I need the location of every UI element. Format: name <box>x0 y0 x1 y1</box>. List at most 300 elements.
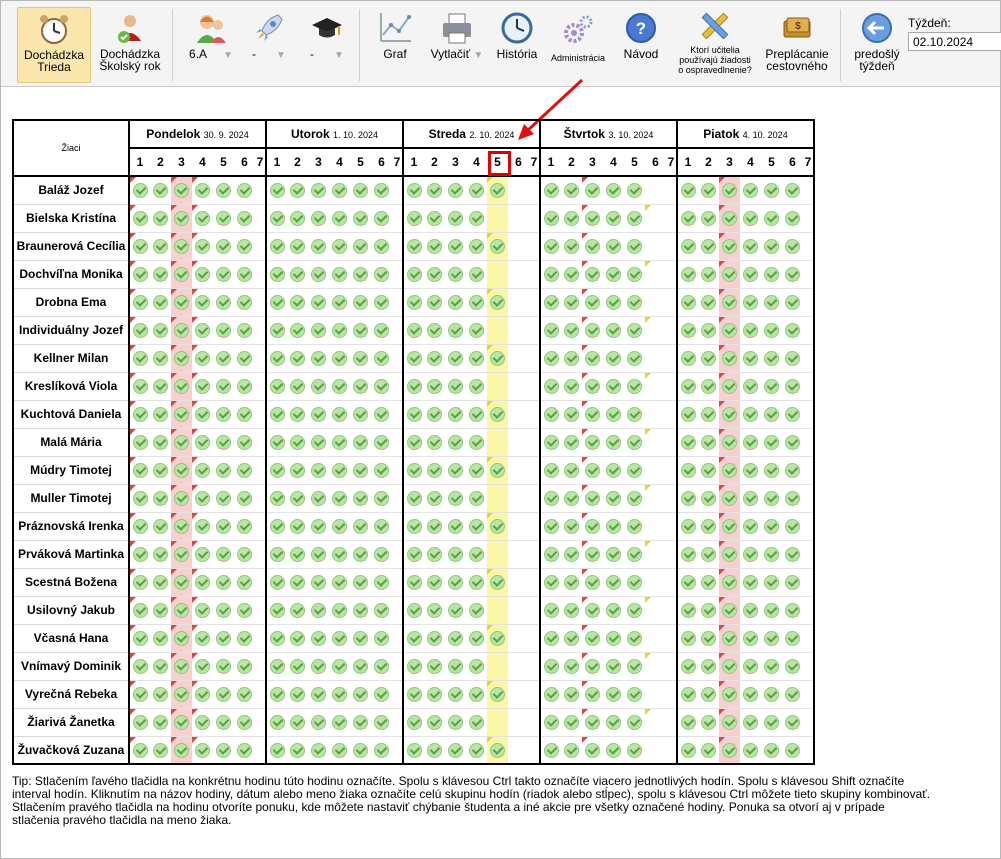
hour-cell[interactable] <box>287 316 308 344</box>
hour-cell[interactable] <box>582 624 603 652</box>
hour-cell[interactable] <box>234 400 255 428</box>
hour-cell[interactable] <box>424 652 445 680</box>
hour-cell[interactable] <box>466 484 487 512</box>
hour-cell[interactable] <box>677 400 698 428</box>
hour-cell[interactable] <box>666 512 677 540</box>
hour-cell[interactable] <box>150 708 171 736</box>
print-button[interactable]: Vytlačiť ▼ <box>427 7 487 83</box>
hour-cell[interactable] <box>561 260 582 288</box>
hour-cell[interactable] <box>466 176 487 204</box>
hour-cell[interactable] <box>803 540 814 568</box>
hour-cell[interactable] <box>529 344 540 372</box>
student-name[interactable]: Drobna Ema <box>13 288 129 316</box>
hour-cell[interactable] <box>603 176 624 204</box>
hour-cell[interactable] <box>487 344 508 372</box>
hour-cell[interactable] <box>487 484 508 512</box>
hour-cell[interactable] <box>392 624 403 652</box>
hour-cell[interactable] <box>287 456 308 484</box>
hour-cell[interactable] <box>719 624 740 652</box>
graduation-select-button[interactable]: - ▼ <box>299 7 355 83</box>
hour-cell[interactable] <box>540 428 561 456</box>
hour-cell[interactable] <box>487 204 508 232</box>
hour-cell[interactable] <box>582 736 603 764</box>
hour-cell[interactable] <box>287 204 308 232</box>
hour-cell[interactable] <box>624 428 645 456</box>
hour-cell[interactable] <box>424 288 445 316</box>
student-name[interactable]: Žuvačková Zuzana <box>13 736 129 764</box>
hour-cell[interactable] <box>255 484 266 512</box>
hour-cell[interactable] <box>287 344 308 372</box>
hour-cell[interactable] <box>150 540 171 568</box>
hour-cell[interactable] <box>445 568 466 596</box>
hour-cell[interactable] <box>508 484 529 512</box>
hour-cell[interactable] <box>719 484 740 512</box>
hour-cell[interactable] <box>171 624 192 652</box>
hour-cell[interactable] <box>424 540 445 568</box>
hour-cell[interactable] <box>603 428 624 456</box>
hour-cell[interactable] <box>403 596 424 624</box>
hour-cell[interactable] <box>603 568 624 596</box>
hour-cell[interactable] <box>350 456 371 484</box>
hour-cell[interactable] <box>255 204 266 232</box>
hour-cell[interactable] <box>466 232 487 260</box>
hour-cell[interactable] <box>677 232 698 260</box>
hour-cell[interactable] <box>392 596 403 624</box>
hour-cell[interactable] <box>371 316 392 344</box>
hour-cell[interactable] <box>803 400 814 428</box>
hour-cell[interactable] <box>529 708 540 736</box>
hour-cell[interactable] <box>803 372 814 400</box>
hour-cell[interactable] <box>403 204 424 232</box>
hour-cell[interactable] <box>624 176 645 204</box>
hour-cell[interactable] <box>171 288 192 316</box>
hour-cell[interactable] <box>803 624 814 652</box>
hour-header[interactable] <box>255 148 266 176</box>
hour-cell[interactable] <box>150 372 171 400</box>
hour-cell[interactable] <box>371 652 392 680</box>
hour-header[interactable] <box>740 148 761 176</box>
hour-cell[interactable] <box>213 176 234 204</box>
hour-cell[interactable] <box>392 316 403 344</box>
hour-cell[interactable] <box>698 652 719 680</box>
hour-cell[interactable] <box>129 344 150 372</box>
hour-cell[interactable] <box>350 736 371 764</box>
hour-cell[interactable] <box>445 344 466 372</box>
hour-cell[interactable] <box>308 232 329 260</box>
hour-cell[interactable] <box>561 624 582 652</box>
hour-cell[interactable] <box>371 232 392 260</box>
hour-cell[interactable] <box>719 176 740 204</box>
hour-cell[interactable] <box>403 680 424 708</box>
hour-cell[interactable] <box>782 400 803 428</box>
hour-cell[interactable] <box>234 736 255 764</box>
hour-cell[interactable] <box>624 484 645 512</box>
hour-cell[interactable] <box>129 736 150 764</box>
hour-cell[interactable] <box>761 288 782 316</box>
hour-cell[interactable] <box>350 540 371 568</box>
hour-cell[interactable] <box>403 540 424 568</box>
hour-cell[interactable] <box>719 260 740 288</box>
hour-cell[interactable] <box>487 540 508 568</box>
hour-cell[interactable] <box>487 568 508 596</box>
hour-cell[interactable] <box>403 316 424 344</box>
hour-cell[interactable] <box>719 232 740 260</box>
hour-header[interactable] <box>403 148 424 176</box>
hour-cell[interactable] <box>561 456 582 484</box>
hour-cell[interactable] <box>171 708 192 736</box>
hour-cell[interactable] <box>266 596 287 624</box>
hour-cell[interactable] <box>308 176 329 204</box>
hour-cell[interactable] <box>561 344 582 372</box>
hour-cell[interactable] <box>698 568 719 596</box>
hour-header[interactable] <box>540 148 561 176</box>
hour-cell[interactable] <box>192 316 213 344</box>
hour-cell[interactable] <box>192 568 213 596</box>
hour-cell[interactable] <box>603 232 624 260</box>
day-header[interactable] <box>129 120 266 148</box>
hour-cell[interactable] <box>624 456 645 484</box>
hour-cell[interactable] <box>371 176 392 204</box>
hour-cell[interactable] <box>487 596 508 624</box>
hour-cell[interactable] <box>466 708 487 736</box>
hour-cell[interactable] <box>624 652 645 680</box>
hour-cell[interactable] <box>287 568 308 596</box>
hour-cell[interactable] <box>445 512 466 540</box>
hour-cell[interactable] <box>266 428 287 456</box>
hour-cell[interactable] <box>666 540 677 568</box>
hour-cell[interactable] <box>350 512 371 540</box>
hour-cell[interactable] <box>171 428 192 456</box>
hour-cell[interactable] <box>329 176 350 204</box>
hour-cell[interactable] <box>150 260 171 288</box>
hour-cell[interactable] <box>740 484 761 512</box>
hour-cell[interactable] <box>329 708 350 736</box>
hour-cell[interactable] <box>698 232 719 260</box>
hour-cell[interactable] <box>192 456 213 484</box>
hour-cell[interactable] <box>445 680 466 708</box>
hour-cell[interactable] <box>561 316 582 344</box>
hour-cell[interactable] <box>719 596 740 624</box>
hour-cell[interactable] <box>719 568 740 596</box>
hour-cell[interactable] <box>603 316 624 344</box>
hour-cell[interactable] <box>740 204 761 232</box>
hour-cell[interactable] <box>740 652 761 680</box>
hour-cell[interactable] <box>392 484 403 512</box>
hour-cell[interactable] <box>677 596 698 624</box>
hour-cell[interactable] <box>603 680 624 708</box>
hour-cell[interactable] <box>666 288 677 316</box>
hour-cell[interactable] <box>392 344 403 372</box>
hour-cell[interactable] <box>308 624 329 652</box>
hour-cell[interactable] <box>350 316 371 344</box>
hour-cell[interactable] <box>192 344 213 372</box>
hour-cell[interactable] <box>424 428 445 456</box>
hour-cell[interactable] <box>403 568 424 596</box>
hour-cell[interactable] <box>761 400 782 428</box>
hour-cell[interactable] <box>192 204 213 232</box>
hour-cell[interactable] <box>308 344 329 372</box>
hour-cell[interactable] <box>666 176 677 204</box>
hour-cell[interactable] <box>445 428 466 456</box>
hour-cell[interactable] <box>782 652 803 680</box>
hour-cell[interactable] <box>540 596 561 624</box>
hour-cell[interactable] <box>666 484 677 512</box>
hour-cell[interactable] <box>234 428 255 456</box>
hour-cell[interactable] <box>540 344 561 372</box>
hour-cell[interactable] <box>582 372 603 400</box>
hour-cell[interactable] <box>371 568 392 596</box>
hour-cell[interactable] <box>392 288 403 316</box>
hour-cell[interactable] <box>171 512 192 540</box>
hour-cell[interactable] <box>392 736 403 764</box>
hour-cell[interactable] <box>445 400 466 428</box>
hour-cell[interactable] <box>645 736 666 764</box>
hour-cell[interactable] <box>487 400 508 428</box>
hour-cell[interactable] <box>287 260 308 288</box>
hour-cell[interactable] <box>171 372 192 400</box>
hour-cell[interactable] <box>350 484 371 512</box>
hour-cell[interactable] <box>213 316 234 344</box>
hour-header[interactable] <box>445 148 466 176</box>
hour-cell[interactable] <box>782 736 803 764</box>
hour-cell[interactable] <box>719 316 740 344</box>
hour-cell[interactable] <box>192 428 213 456</box>
hour-cell[interactable] <box>677 624 698 652</box>
hour-cell[interactable] <box>508 428 529 456</box>
hour-cell[interactable] <box>350 288 371 316</box>
hour-cell[interactable] <box>371 540 392 568</box>
hour-cell[interactable] <box>287 624 308 652</box>
hour-cell[interactable] <box>287 596 308 624</box>
hour-cell[interactable] <box>255 316 266 344</box>
hour-cell[interactable] <box>487 456 508 484</box>
hour-cell[interactable] <box>234 344 255 372</box>
hour-cell[interactable] <box>677 680 698 708</box>
hour-cell[interactable] <box>466 400 487 428</box>
hour-cell[interactable] <box>213 260 234 288</box>
hour-cell[interactable] <box>666 204 677 232</box>
hour-cell[interactable] <box>308 400 329 428</box>
hour-cell[interactable] <box>192 624 213 652</box>
hour-header[interactable] <box>424 148 445 176</box>
hour-cell[interactable] <box>582 232 603 260</box>
hour-cell[interactable] <box>392 680 403 708</box>
hour-cell[interactable] <box>603 708 624 736</box>
hour-cell[interactable] <box>171 652 192 680</box>
hour-cell[interactable] <box>213 232 234 260</box>
hour-cell[interactable] <box>698 540 719 568</box>
hour-cell[interactable] <box>287 176 308 204</box>
hour-cell[interactable] <box>266 232 287 260</box>
hour-cell[interactable] <box>129 316 150 344</box>
hour-header[interactable] <box>234 148 255 176</box>
hour-cell[interactable] <box>329 484 350 512</box>
hour-cell[interactable] <box>466 540 487 568</box>
hour-cell[interactable] <box>529 400 540 428</box>
hour-cell[interactable] <box>308 652 329 680</box>
hour-cell[interactable] <box>487 260 508 288</box>
hour-cell[interactable] <box>466 288 487 316</box>
hour-cell[interactable] <box>255 288 266 316</box>
hour-cell[interactable] <box>666 708 677 736</box>
hour-cell[interactable] <box>329 512 350 540</box>
student-name[interactable]: Múdry Timotej <box>13 456 129 484</box>
hour-cell[interactable] <box>392 512 403 540</box>
hour-cell[interactable] <box>308 428 329 456</box>
student-name[interactable]: Vyrečná Rebeka <box>13 680 129 708</box>
hour-cell[interactable] <box>603 260 624 288</box>
hour-cell[interactable] <box>234 596 255 624</box>
hour-cell[interactable] <box>740 316 761 344</box>
hour-cell[interactable] <box>445 736 466 764</box>
hour-cell[interactable] <box>392 260 403 288</box>
hour-cell[interactable] <box>645 260 666 288</box>
hour-cell[interactable] <box>603 540 624 568</box>
hour-cell[interactable] <box>213 428 234 456</box>
hour-cell[interactable] <box>445 456 466 484</box>
hour-cell[interactable] <box>719 540 740 568</box>
hour-cell[interactable] <box>192 176 213 204</box>
hour-cell[interactable] <box>213 484 234 512</box>
hour-cell[interactable] <box>234 652 255 680</box>
hour-cell[interactable] <box>645 540 666 568</box>
hour-cell[interactable] <box>392 568 403 596</box>
hour-cell[interactable] <box>529 428 540 456</box>
hour-cell[interactable] <box>424 596 445 624</box>
hour-cell[interactable] <box>371 372 392 400</box>
hour-cell[interactable] <box>782 708 803 736</box>
hour-cell[interactable] <box>350 680 371 708</box>
hour-cell[interactable] <box>677 484 698 512</box>
hour-cell[interactable] <box>371 680 392 708</box>
hour-cell[interactable] <box>529 204 540 232</box>
hour-cell[interactable] <box>192 260 213 288</box>
hour-header[interactable] <box>624 148 645 176</box>
hour-header[interactable] <box>582 148 603 176</box>
student-name[interactable]: Individuálny Jozef <box>13 316 129 344</box>
hour-cell[interactable] <box>445 204 466 232</box>
hour-cell[interactable] <box>761 232 782 260</box>
hour-cell[interactable] <box>424 316 445 344</box>
hour-cell[interactable] <box>129 232 150 260</box>
hour-cell[interactable] <box>540 624 561 652</box>
hour-cell[interactable] <box>645 568 666 596</box>
hour-cell[interactable] <box>129 568 150 596</box>
hour-cell[interactable] <box>234 316 255 344</box>
hour-cell[interactable] <box>255 260 266 288</box>
hour-cell[interactable] <box>603 456 624 484</box>
hour-cell[interactable] <box>645 400 666 428</box>
hour-cell[interactable] <box>129 708 150 736</box>
hour-cell[interactable] <box>740 428 761 456</box>
hour-cell[interactable] <box>129 540 150 568</box>
hour-cell[interactable] <box>129 596 150 624</box>
hour-cell[interactable] <box>540 568 561 596</box>
hour-cell[interactable] <box>582 176 603 204</box>
hour-cell[interactable] <box>624 736 645 764</box>
hour-cell[interactable] <box>266 288 287 316</box>
hour-cell[interactable] <box>234 456 255 484</box>
hour-cell[interactable] <box>234 540 255 568</box>
hour-cell[interactable] <box>445 540 466 568</box>
hour-header[interactable] <box>645 148 666 176</box>
hour-cell[interactable] <box>424 736 445 764</box>
hour-cell[interactable] <box>392 176 403 204</box>
hour-cell[interactable] <box>561 288 582 316</box>
hour-cell[interactable] <box>603 344 624 372</box>
hour-cell[interactable] <box>466 316 487 344</box>
hour-cell[interactable] <box>424 512 445 540</box>
hour-cell[interactable] <box>603 484 624 512</box>
hour-cell[interactable] <box>582 400 603 428</box>
hour-cell[interactable] <box>150 400 171 428</box>
hour-header[interactable] <box>350 148 371 176</box>
hour-cell[interactable] <box>424 708 445 736</box>
hour-cell[interactable] <box>645 428 666 456</box>
hour-cell[interactable] <box>508 652 529 680</box>
hour-cell[interactable] <box>508 568 529 596</box>
hour-cell[interactable] <box>234 484 255 512</box>
hour-cell[interactable] <box>645 232 666 260</box>
hour-cell[interactable] <box>466 344 487 372</box>
hour-cell[interactable] <box>371 204 392 232</box>
hour-cell[interactable] <box>266 512 287 540</box>
hour-cell[interactable] <box>266 680 287 708</box>
hour-cell[interactable] <box>371 400 392 428</box>
hour-cell[interactable] <box>392 708 403 736</box>
hour-cell[interactable] <box>308 288 329 316</box>
hour-cell[interactable] <box>540 540 561 568</box>
hour-cell[interactable] <box>677 204 698 232</box>
hour-cell[interactable] <box>129 204 150 232</box>
hour-cell[interactable] <box>582 316 603 344</box>
teachers-requests-button[interactable]: Ktorí učitelia používajú žiadosti o ospravedlnenie? <box>673 7 757 83</box>
hour-cell[interactable] <box>403 232 424 260</box>
hour-header[interactable] <box>508 148 529 176</box>
hour-cell[interactable] <box>561 204 582 232</box>
hour-cell[interactable] <box>466 568 487 596</box>
hour-cell[interactable] <box>677 736 698 764</box>
hour-cell[interactable] <box>624 596 645 624</box>
hour-cell[interactable] <box>424 400 445 428</box>
hour-cell[interactable] <box>782 344 803 372</box>
hour-cell[interactable] <box>371 624 392 652</box>
hour-cell[interactable] <box>171 400 192 428</box>
hour-cell[interactable] <box>698 680 719 708</box>
hour-cell[interactable] <box>403 288 424 316</box>
hour-cell[interactable] <box>350 400 371 428</box>
hour-cell[interactable] <box>487 372 508 400</box>
hour-cell[interactable] <box>150 232 171 260</box>
hour-cell[interactable] <box>540 708 561 736</box>
hour-cell[interactable] <box>371 596 392 624</box>
hour-cell[interactable] <box>582 288 603 316</box>
hour-cell[interactable] <box>508 456 529 484</box>
hour-cell[interactable] <box>350 708 371 736</box>
hour-cell[interactable] <box>308 316 329 344</box>
hour-cell[interactable] <box>561 372 582 400</box>
hour-cell[interactable] <box>677 708 698 736</box>
hour-cell[interactable] <box>192 232 213 260</box>
hour-cell[interactable] <box>603 736 624 764</box>
hour-cell[interactable] <box>445 708 466 736</box>
hour-header[interactable] <box>666 148 677 176</box>
hour-cell[interactable] <box>582 568 603 596</box>
hour-cell[interactable] <box>255 400 266 428</box>
hour-cell[interactable] <box>129 176 150 204</box>
hour-cell[interactable] <box>487 428 508 456</box>
hour-cell[interactable] <box>466 652 487 680</box>
